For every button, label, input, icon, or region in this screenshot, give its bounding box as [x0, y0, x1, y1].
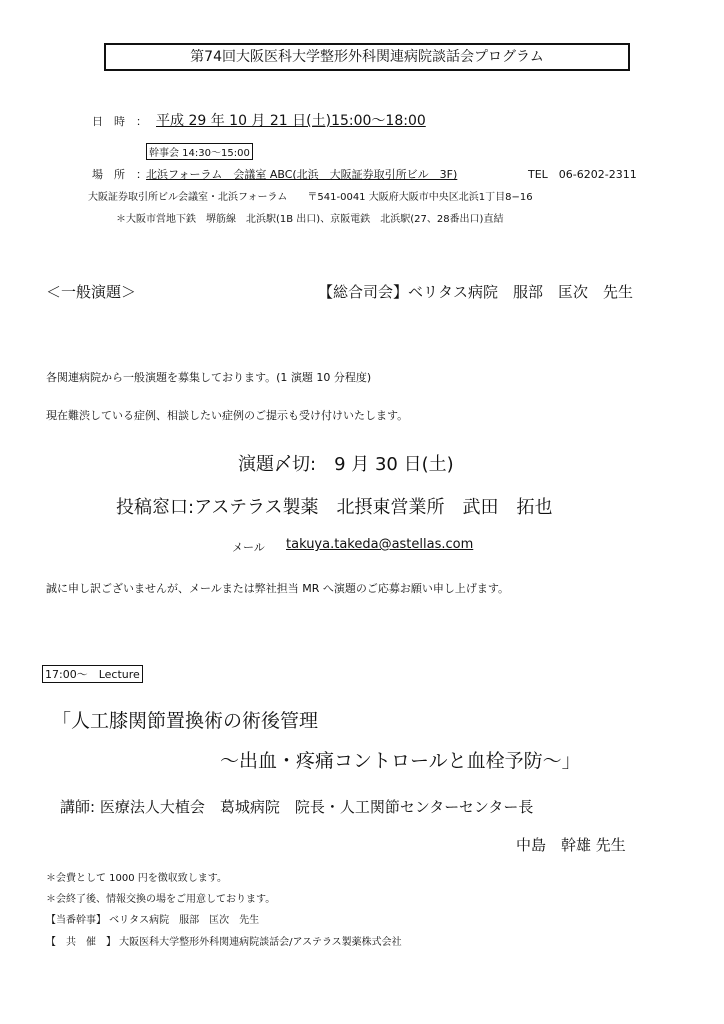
contact: 投稿窓口:アステラス製薬 北摂東営業所 武田 拓也 [116, 497, 553, 518]
program-title: 第74回大阪医科大学整形外科関連病院談話会プログラム [104, 43, 630, 71]
venue-address: 大阪証券取引所ビル会議室・北浜フォーラム 〒541-0041 大阪府大阪市中央区北浜1丁目8−16 [88, 192, 533, 203]
fee-note: ＊会費として 1000 円を徴収致します。 [46, 873, 228, 884]
submission-note: 誠に申し訳ございませんが、メールまたは弊社担当 MR へ演題のご応募お願い申し上げます。 [46, 582, 510, 595]
mail-label: メール [232, 541, 265, 554]
reception-note: ＊会終了後、情報交換の場をご用意しております。 [46, 894, 276, 905]
sponsor-note: 【 共 催 】 大阪医科大学整形外科関連病院談話会/アステラス製薬株式会社 [46, 937, 402, 948]
deadline: 演題〆切: 9 月 30 日(土) [238, 454, 454, 475]
lecture-title-line2: ～出血・疼痛コントロールと血栓予防～」 [220, 750, 581, 772]
lecture-title-line1: 「人工膝関節置換術の術後管理 [52, 710, 319, 732]
datetime-value: 平成 29 年 10 月 21 日(土)15:00～18:00 [156, 113, 426, 129]
venue-tel: TEL 06-6202-2311 [528, 168, 637, 181]
speaker-name: 中島 幹雄 先生 [516, 836, 626, 854]
general-heading: ＜一般演題＞ [46, 283, 137, 301]
moderator: 【総合司会】ベリタス病院 服部 匡次 先生 [318, 283, 634, 301]
lecture-tag: 17:00～ Lecture [42, 665, 143, 683]
datetime-label: 日 時 ： [92, 115, 147, 128]
venue-label: 場 所 ： [92, 168, 147, 181]
venue-value: 北浜フォーラム 会議室 ABC(北浜 大阪証券取引所ビル 3F) [146, 168, 458, 181]
speaker-affiliation: 講師: 医療法人大植会 葛城病院 院長・人工関節センターセンター長 [60, 798, 534, 816]
venue-access: ＊大阪市営地下鉄 堺筋線 北浜駅(1B 出口)、京阪電鉄 北浜駅(27、28番出口)直結 [116, 214, 504, 225]
host-note: 【当番幹事】 ベリタス病院 服部 匡次 先生 [46, 915, 260, 926]
kanjikai-time: 幹事会 14:30～15:00 [146, 143, 253, 160]
contact-email-link[interactable]: takuya.takeda@astellas.com [286, 537, 474, 552]
call-for-papers: 各関連病院から一般演題を募集しております。(1 演題 10 分程度) [46, 371, 372, 384]
call-for-cases: 現在難渋している症例、相談したい症例のご提示も受け付けいたします。 [46, 409, 409, 422]
